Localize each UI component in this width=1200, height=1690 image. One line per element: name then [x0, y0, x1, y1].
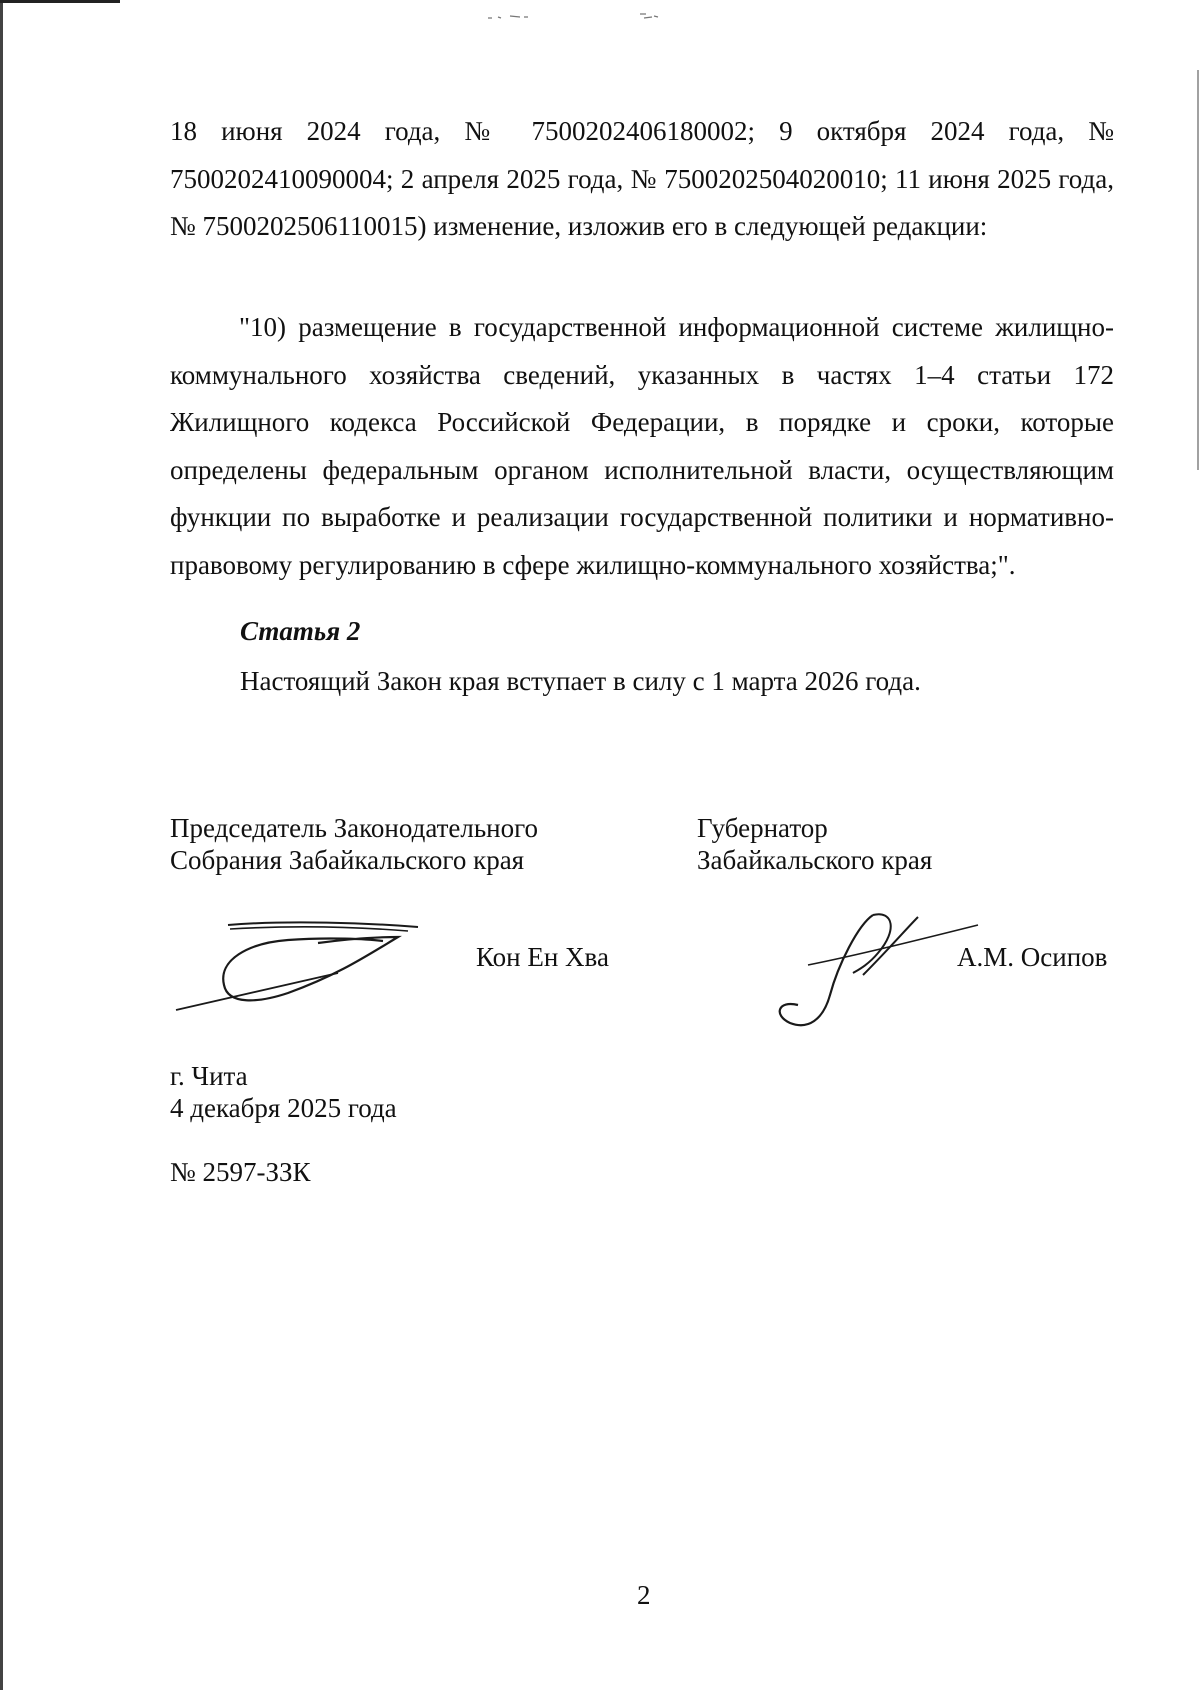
page-number: 2	[637, 1580, 651, 1610]
chairman-name: Кон Ен Хва	[476, 942, 609, 972]
paragraph-continuation: 18 июня 2024 года, № 7500202406180002; 9 октября 2024 года, № 7500202410090004; 2 апреля 2025 года, № 7500202504020010; 11 июня 2025 года, № 7500202506110015) изменение, изложив его в следующей редакции:	[170, 116, 1114, 241]
chairman-signature	[168, 915, 433, 1015]
scan-noise	[470, 10, 730, 24]
chairman-title	[170, 812, 538, 876]
scan-edge-top	[0, 0, 120, 3]
chairman-title-line2: Собрания Забайкальского края	[170, 845, 525, 875]
governor-title	[697, 812, 932, 876]
scan-edge-right	[1197, 70, 1199, 470]
governor-title-line2: Забайкальского края	[697, 845, 933, 875]
date: 4 декабря 2025 года	[170, 1093, 397, 1123]
article-heading: Статья 2	[240, 616, 361, 646]
article-text: Настоящий Закон края вступает в силу с 1 марта 2026 года.	[240, 666, 921, 696]
place-and-date	[170, 1060, 397, 1124]
governor-title-line1: Губернатор	[697, 813, 828, 843]
governor-name: А.М. Осипов	[957, 942, 1108, 972]
chairman-title-line1: Председатель Законодательного	[170, 813, 539, 843]
governor-signature	[768, 905, 988, 1035]
city: г. Чита	[170, 1061, 248, 1091]
law-number: № 2597-ЗЗК	[170, 1157, 311, 1187]
scan-edge-left	[0, 0, 3, 1690]
paragraph-amendment: "10) размещение в государственной информационной системе жилищно-коммунального хозяйства сведений, указанных в частях 1–4 статьи 172 Жилищного кодекса Российской Федерации, в порядке и сроки, которые определены федеральным органом исполнительной власти, осуществляющим функции по выработке и реализации государственной политики и нормативно-правовому регулированию в сфере жилищно-коммунального хозяйства;".	[170, 312, 1114, 580]
